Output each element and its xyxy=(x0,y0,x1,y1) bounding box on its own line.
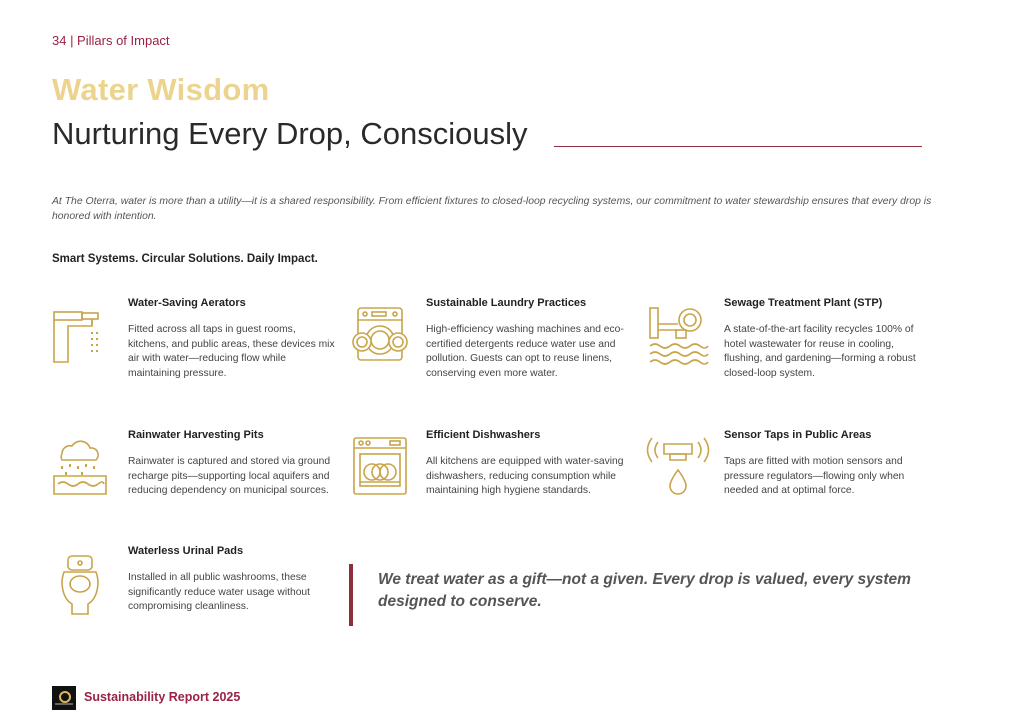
subtitle-divider xyxy=(554,146,922,147)
feature-sewage-treatment-plant xyxy=(724,297,934,381)
page-section-label: 34 | Pillars of Impact xyxy=(52,33,170,48)
feature-water-saving-aerators xyxy=(128,297,338,381)
dishwasher-icon xyxy=(348,434,412,498)
feature-description: A state-of-the-art facility recycles 100% of hotel wastewater for reuse in cooling, flushing, and gardening—forming a robust closed-loop system. xyxy=(724,324,916,379)
footer-report-title: Sustainability Report 2025 xyxy=(84,690,241,704)
sensor-tap-icon xyxy=(646,434,710,498)
feature-title: Waterless Urinal Pads xyxy=(128,545,244,557)
pull-quote: We treat water as a gift—not a given. Every drop is valued, every system designed to conserve. xyxy=(378,571,911,610)
feature-sustainable-laundry xyxy=(426,297,636,381)
feature-title: Sustainable Laundry Practices xyxy=(426,297,587,309)
feature-title: Sensor Taps in Public Areas xyxy=(724,429,872,441)
washing-machine-icon xyxy=(348,302,412,366)
intro-paragraph: At The Oterra, water is more than a utility—it is a shared responsibility. From efficient fixtures to closed-loop recycling systems, our commitment to water stewardship ensures that every drop is honored with intention. xyxy=(52,196,932,222)
feature-description: Taps are fitted with motion sensors and pressure regulators—flowing only when needed and at optimal force. xyxy=(724,456,905,497)
faucet-aerator-icon xyxy=(48,304,112,368)
sewage-treatment-icon xyxy=(646,302,710,366)
feature-title: Rainwater Harvesting Pits xyxy=(128,429,264,441)
feature-description: High-efficiency washing machines and eco-certified detergents reduce water use and pollution. Guests can opt to reuse linens, conserving even more water. xyxy=(426,324,624,379)
feature-waterless-urinal-pads xyxy=(128,545,338,615)
feature-rainwater-harvesting xyxy=(128,429,338,499)
feature-title: Sewage Treatment Plant (STP) xyxy=(724,297,883,309)
feature-title: Water-Saving Aerators xyxy=(128,297,246,309)
feature-description: Installed in all public washrooms, these significantly reduce water usage without compromising cleanliness. xyxy=(128,572,311,613)
feature-description: Fitted across all taps in guest rooms, kitchens, and public areas, these devices mix air with water—reducing flow while maintaining pressure. xyxy=(128,324,335,379)
feature-description: All kitchens are equipped with water-saving dishwashers, reducing consumption while maintaining high hygiene standards. xyxy=(426,456,624,497)
quote-accent-bar xyxy=(349,564,353,626)
section-heading: Smart Systems. Circular Solutions. Daily Impact. xyxy=(52,253,318,265)
feature-sensor-taps xyxy=(724,429,934,499)
feature-description: Rainwater is captured and stored via ground recharge pits—supporting local aquifers and reducing dependency on municipal sources. xyxy=(128,456,331,497)
brand-logo xyxy=(52,686,76,710)
page-subtitle: Nurturing Every Drop, Consciously xyxy=(52,116,528,151)
feature-title: Efficient Dishwashers xyxy=(426,429,541,441)
feature-efficient-dishwashers xyxy=(426,429,636,499)
page-title: Water Wisdom xyxy=(52,72,270,107)
rain-harvest-icon xyxy=(48,436,112,500)
toilet-icon xyxy=(48,554,112,618)
